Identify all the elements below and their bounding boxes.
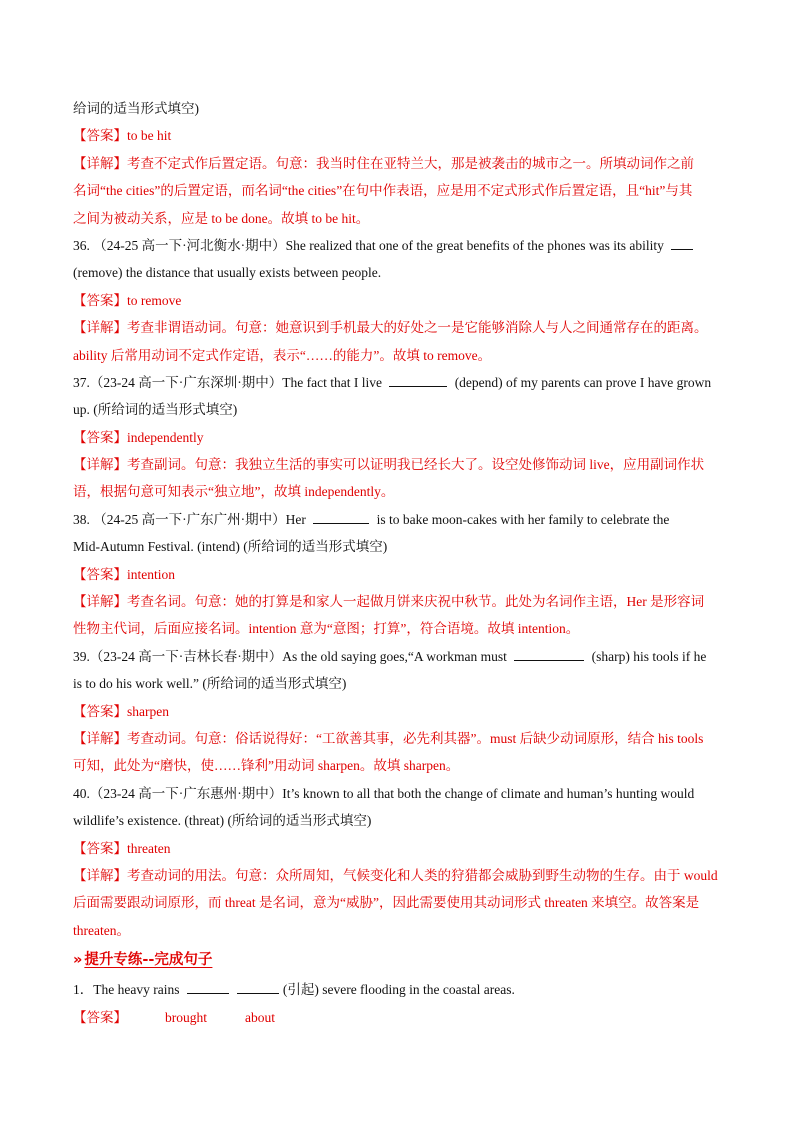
detail-40-line2: 后面需要跟动词原形，而 threat 是名词，意为“威胁”，因此需要使用其动词形式 threaten 来填空。故答案是 — [73, 895, 700, 911]
answer-line: 【答案】to be hit — [73, 128, 172, 144]
answer-36: 【答案】to remove — [73, 292, 182, 308]
question-text: 1．The heavy rains — [73, 982, 183, 998]
question-38-line2: Mid-Autumn Festival. (intend) (所给词的适当形式填空) — [73, 539, 388, 555]
question-text: 38. （24-25 高一下·广东广州·期中）Her — [73, 511, 310, 527]
detail-line: 【详解】考查不定式作后置定语。句意：我当时住在亚特兰大，那是被袭击的城市之一。所填动词作之前 — [73, 155, 694, 171]
document-content — [73, 95, 733, 1031]
answer-blank — [313, 509, 369, 524]
section-title: 提升专练--完成句子 — [84, 952, 213, 969]
question-text: (引起) severe flooding in the coastal areas. — [282, 982, 515, 998]
detail-38-line1: 【详解】考查名词。句意：她的打算是和家人一起做月饼来庆祝中秋节。此处为名词作主语，Her 是形容词 — [73, 594, 705, 610]
answer-blank — [187, 979, 229, 994]
answer-39: 【答案】sharpen — [73, 703, 169, 719]
answer-word: brought — [165, 1009, 207, 1025]
detail-38-line2: 性物主代词，后面应接名词。intention 意为“意图；打算”，符合语境。故填 intention。 — [73, 621, 580, 637]
answer-40: 【答案】threaten — [73, 840, 171, 856]
question-36 — [73, 232, 733, 259]
detail-line: 名词“the cities”的后置定语，而名词“the cities”在句中作表语，应是用不定式形式作后置定语，且“hit”与其 — [73, 183, 693, 199]
answer-37: 【答案】independently — [73, 429, 204, 445]
answer-word: about — [245, 1009, 275, 1025]
question-text: (depend) of my parents can prove I have grown — [451, 374, 712, 390]
detail-39-line1: 【详解】考查动词。句意：俗话说得好：“工欲善其事，必先利其器”。must 后缺少动词原形，结合 his tools — [73, 730, 704, 746]
detail-37-line1: 【详解】考查副词。句意：我独立生活的事实可以证明我已经长大了。设空处修饰动词 live，应用副词作状 — [73, 457, 705, 473]
detail-36-line2: ability 后常用动词不定式作定语，表示“……的能力”。故填 to remove。 — [73, 347, 492, 363]
detail-36-line1: 【详解】考查非谓语动词。句意：她意识到手机最大的好处之一是它能够消除人与人之间通常存在的距离。 — [73, 320, 708, 336]
answer-38: 【答案】intention — [73, 566, 175, 582]
answer-blank — [237, 979, 279, 994]
answer-blank — [389, 372, 447, 387]
detail-37-line2: 语，根据句意可知表示“独立地”，故填 independently。 — [73, 484, 395, 500]
question-text: 39.（23-24 高一下·吉林长春·期中）As the old saying goes,“A workman must — [73, 648, 511, 664]
answer-label: 【答案】 — [73, 1009, 127, 1025]
question-38 — [73, 506, 733, 533]
question-1 — [73, 976, 733, 1003]
question-36-line2: (remove) the distance that usually exists between people. — [73, 265, 382, 281]
question-text: 36. （24-25 高一下·河北衡水·期中）She realized that one of the great benefits of the phones was its ability — [73, 237, 668, 253]
question-37 — [73, 369, 733, 396]
answer-blank — [671, 235, 693, 250]
question-text: (sharp) his tools if he — [588, 648, 707, 664]
double-chevron-right-icon: » — [73, 952, 83, 969]
question-39 — [73, 643, 733, 670]
question-40: 40.（23-24 高一下·广东惠州·期中）It’s known to all that both the change of climate and human’s hunting would — [73, 785, 695, 801]
text-line: 给词的适当形式填空) — [73, 101, 199, 116]
question-37-line2: up. (所给词的适当形式填空) — [73, 402, 238, 418]
detail-40-line3: threaten。 — [73, 922, 130, 938]
question-39-line2: is to do his work well.” (所给词的适当形式填空) — [73, 676, 347, 692]
question-text: 37.（23-24 高一下·广东深圳·期中）The fact that I live — [73, 374, 386, 390]
detail-line: 之间为被动关系，应是 to be done。故填 to be hit。 — [73, 210, 370, 226]
section-heading — [73, 944, 733, 976]
answer-blank — [514, 646, 584, 661]
answer-1 — [73, 1004, 733, 1031]
detail-39-line2: 可知，此处为“磨快，使……锋利”用动词 sharpen。故填 sharpen。 — [73, 758, 460, 774]
question-40-line2: wildlife’s existence. (threat) (所给词的适当形式填空) — [73, 813, 372, 829]
detail-40-line1: 【详解】考查动词的用法。句意：众所周知，气候变化和人类的狩猎都会威胁到野生动物的生存。由于 would — [73, 867, 718, 883]
question-text: is to bake moon-cakes with her family to celebrate the — [373, 511, 670, 527]
